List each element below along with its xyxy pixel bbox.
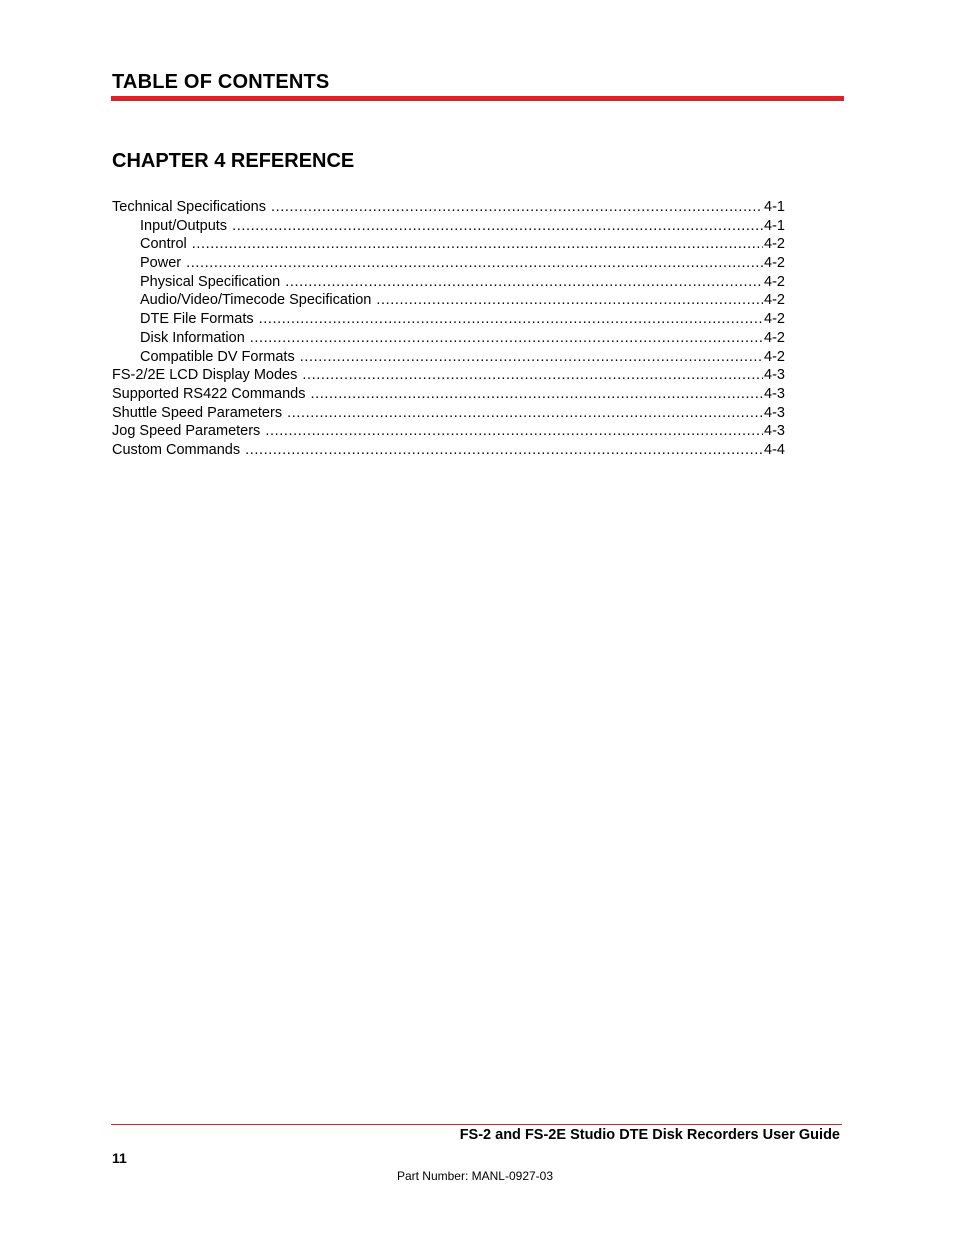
dot-leader: [250, 329, 763, 348]
part-number: Part Number: MANL-0927-03: [396, 1169, 554, 1183]
toc-entry[interactable]: [112, 422, 785, 441]
dot-leader: [192, 235, 763, 254]
toc-entry-page: 4-1: [764, 199, 785, 215]
toc-entry-page: 4-2: [764, 329, 785, 346]
toc-entry-page: 4-2: [764, 273, 785, 290]
toc-entry-label: Control: [140, 236, 187, 253]
toc-entry-label: Shuttle Speed Parameters: [112, 404, 283, 421]
toc-entry[interactable]: [112, 310, 785, 329]
toc-entry[interactable]: [112, 254, 785, 273]
page-title: TABLE OF CONTENTS: [112, 71, 330, 93]
toc-entry-page: 4-3: [764, 367, 785, 384]
dot-leader: [259, 310, 763, 329]
toc-entry[interactable]: [112, 441, 785, 460]
toc-entry-label: Compatible DV Formats: [140, 348, 295, 365]
guide-title: FS-2 and FS-2E Studio DTE Disk Recorders User Guide: [459, 1127, 840, 1143]
header-divider: [111, 96, 844, 101]
dot-leader: [285, 273, 763, 292]
toc-entry-label: FS-2/2E LCD Display Modes: [112, 367, 298, 384]
dot-leader: [265, 422, 763, 441]
dot-leader: [271, 198, 763, 217]
toc-entry[interactable]: [112, 273, 785, 292]
toc-entry[interactable]: [112, 329, 785, 348]
dot-leader: [245, 441, 763, 460]
toc-entry-page: 4-2: [764, 311, 785, 328]
dot-leader: [376, 291, 763, 310]
toc-entry-page: 4-1: [764, 217, 785, 234]
dot-leader: [300, 348, 763, 367]
toc-entry-label: Custom Commands: [112, 441, 241, 458]
toc-entry-page: 4-3: [764, 404, 785, 421]
toc-entry-page: 4-3: [764, 385, 785, 402]
toc-entry-page: 4-2: [764, 236, 785, 253]
toc-entry[interactable]: [112, 385, 785, 404]
chapter-heading: CHAPTER 4 REFERENCE: [112, 150, 355, 172]
dot-leader: [232, 217, 763, 236]
toc-entry-label: Jog Speed Parameters: [112, 423, 261, 440]
toc-entry-page: 4-3: [764, 423, 785, 440]
toc-list: [112, 198, 785, 460]
toc-entry-label: DTE File Formats: [140, 311, 254, 328]
toc-entry-page: 4-2: [764, 348, 785, 365]
toc-entry-label: Audio/Video/Timecode Specification: [140, 292, 372, 309]
toc-entry[interactable]: [112, 291, 785, 310]
toc-entry[interactable]: [112, 404, 785, 423]
toc-entry-label: Supported RS422 Commands: [112, 385, 306, 402]
toc-entry[interactable]: [112, 366, 785, 385]
toc-entry-label: Physical Specification: [140, 273, 281, 290]
toc-entry-page: 4-2: [764, 292, 785, 309]
toc-entry-label: Power: [140, 255, 182, 272]
toc-entry[interactable]: [112, 235, 785, 254]
dot-leader: [287, 404, 763, 423]
page-header: [112, 70, 844, 94]
page-number: 11: [112, 1150, 127, 1166]
toc-entry[interactable]: [112, 198, 785, 217]
toc-entry-label: Input/Outputs: [140, 217, 228, 234]
dot-leader: [186, 254, 763, 273]
toc-entry-label: Technical Specifications: [112, 199, 266, 215]
toc-entry-page: 4-4: [764, 441, 785, 458]
toc-entry-label: Disk Information: [140, 329, 245, 346]
toc-entry[interactable]: [112, 348, 785, 367]
toc-entry[interactable]: [112, 217, 785, 236]
dot-leader: [310, 385, 763, 404]
dot-leader: [302, 366, 763, 385]
toc-entry-page: 4-2: [764, 255, 785, 272]
footer-divider: [111, 1124, 842, 1125]
